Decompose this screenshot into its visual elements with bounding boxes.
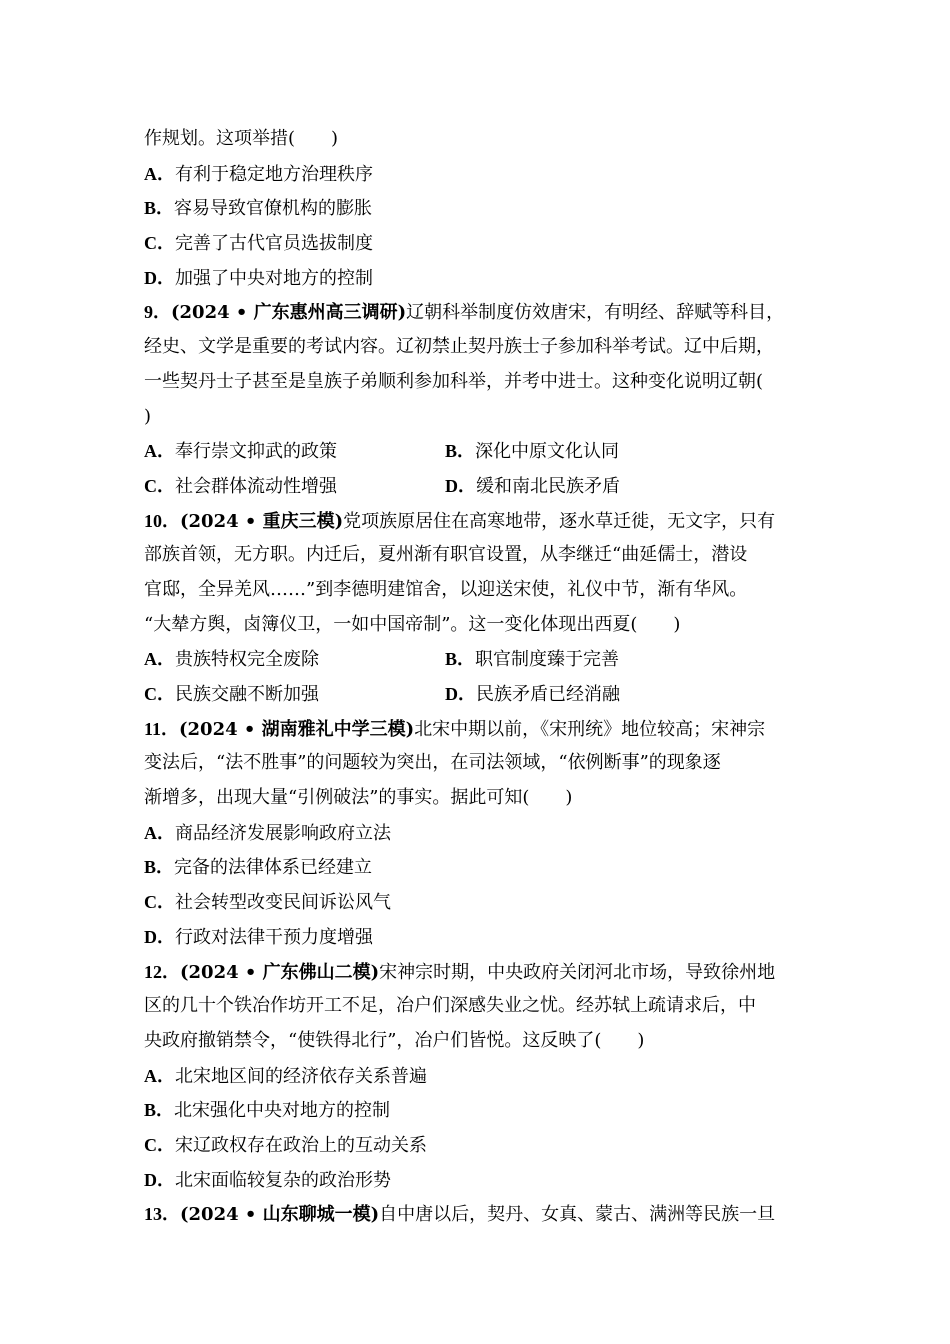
q9-option-b: B．深化中原文化认同 (445, 441, 620, 463)
q11-stem-line-1: 11．(2024 • 湖南雅礼中学三模)北宋中期以前，《宋刑统》地位较高；宋神宗 (144, 718, 766, 740)
q8-option-a: A．有利于稳定地方治理秩序 (144, 163, 373, 185)
q10-stem-line-4: “大辇方舆，卤簿仪卫，一如中国帝制”。这一变化体现出西夏( ) (144, 613, 681, 635)
q11-number: 11． (144, 718, 180, 739)
q12-source: (2024 • 广东佛山二模) (180, 961, 380, 983)
q8-option-d: D．加强了中央对地方的控制 (144, 267, 373, 289)
q12-stem-line-1: 12．(2024 • 广东佛山二模)宋神宗时期，中央政府关闭河北市场，导致徐州地 (144, 961, 776, 983)
q12-option-d: D．北宋面临较复杂的政治形势 (144, 1169, 391, 1191)
q9-source: (2024 • 广东惠州高三调研) (171, 302, 407, 324)
q10-option-a: A．贵族特权完全废除 (144, 649, 319, 671)
q10-options-row-1 (144, 642, 816, 677)
q11-option-c: C．社会转型改变民间诉讼风气 (144, 892, 391, 914)
q12-option-a: A．北宋地区间的经济依存关系普遍 (144, 1065, 427, 1087)
q12-option-c: C．宋辽政权存在政治上的互动关系 (144, 1134, 427, 1156)
q9-option-d: D．缓和南北民族矛盾 (445, 475, 620, 497)
q12-stem-line-2: 区的几十个铁冶作坊开工不足，冶户们深感失业之忧。经苏轼上疏请求后，中 (144, 995, 756, 1017)
q10-stem-line-3: 官邸，全异羌风……”到李德明建馆舍，以迎送宋使，礼仪中节，渐有华风。 (144, 578, 748, 600)
q9-option-c: C．社会群体流动性增强 (144, 475, 337, 497)
q10-option-b: B．职官制度臻于完善 (445, 649, 620, 671)
q8-option-c: C．完善了古代官员选拔制度 (144, 233, 373, 255)
q12-stem-line-3: 央政府撤销禁令，“使铁得北行”，冶户们皆悦。这反映了( ) (144, 1029, 645, 1051)
q11-option-d: D．行政对法律干预力度增强 (144, 926, 373, 948)
q9-option-a: A．奉行崇文抑武的政策 (144, 441, 337, 463)
q10-option-c: C．民族交融不断加强 (144, 684, 319, 705)
q11-option-a: A．商品经济发展影响政府立法 (144, 822, 391, 844)
q11-stem-line-3: 渐增多，出现大量“引例破法”的事实。据此可知( ) (144, 787, 573, 809)
q12-number: 12． (144, 961, 180, 982)
q13-source: (2024 • 山东聊城一模) (180, 1204, 380, 1226)
q11-option-b: B．完备的法律体系已经建立 (144, 857, 373, 879)
q11-stem-line-2: 变法后，“法不胜事”的问题较为突出，在司法领域，“依例断事”的现象逐 (144, 752, 721, 774)
q8-option-b: B．容易导致官僚机构的膨胀 (144, 198, 373, 220)
q10-stem-line-1: 10．(2024 • 重庆三模)党项族原居住在高寒地带，逐水草迁徙，无文字，只有 (144, 510, 776, 532)
q11-source: (2024 • 湖南雅礼中学三模) (179, 718, 415, 740)
q9-options-row-2 (144, 469, 816, 504)
q13-stem-line-1: 13．(2024 • 山东聊城一模)自中唐以后，契丹、女真、蒙古、满洲等民族一旦 (144, 1204, 776, 1226)
q10-number: 10． (144, 510, 180, 531)
q9-stem-line-2: 经史、文学是重要的考试内容。辽初禁止契丹族士子参加科举考试。辽中后期， (144, 336, 774, 358)
q9-stem-line-1: 9．(2024 • 广东惠州高三调研)辽朝科举制度仿效唐宋，有明经、辞赋等科目， (144, 302, 785, 324)
q10-options-row-2 (144, 677, 816, 712)
q13-number: 13． (144, 1204, 180, 1225)
q9-stem-line-4: ) (144, 405, 152, 427)
q10-option-d: D．民族矛盾已经消融 (445, 684, 620, 705)
q9-number: 9． (144, 302, 171, 323)
q8-stem-tail: 作规划。这项举措( ) (144, 128, 339, 149)
q10-source: (2024 • 重庆三模) (180, 510, 344, 532)
q12-option-b: B．北宋强化中央对地方的控制 (144, 1100, 391, 1122)
question-list (144, 122, 816, 1232)
q10-stem-line-2: 部族首领，无方职。内迁后，夏州渐有职官设置，从李继迁“曲延儒士，潜设 (144, 544, 748, 566)
q9-options-row-1 (144, 434, 816, 469)
q9-stem-line-3: 一些契丹士子甚至是皇族子弟顺利参加科举，并考中进士。这种变化说明辽朝( (144, 370, 764, 392)
